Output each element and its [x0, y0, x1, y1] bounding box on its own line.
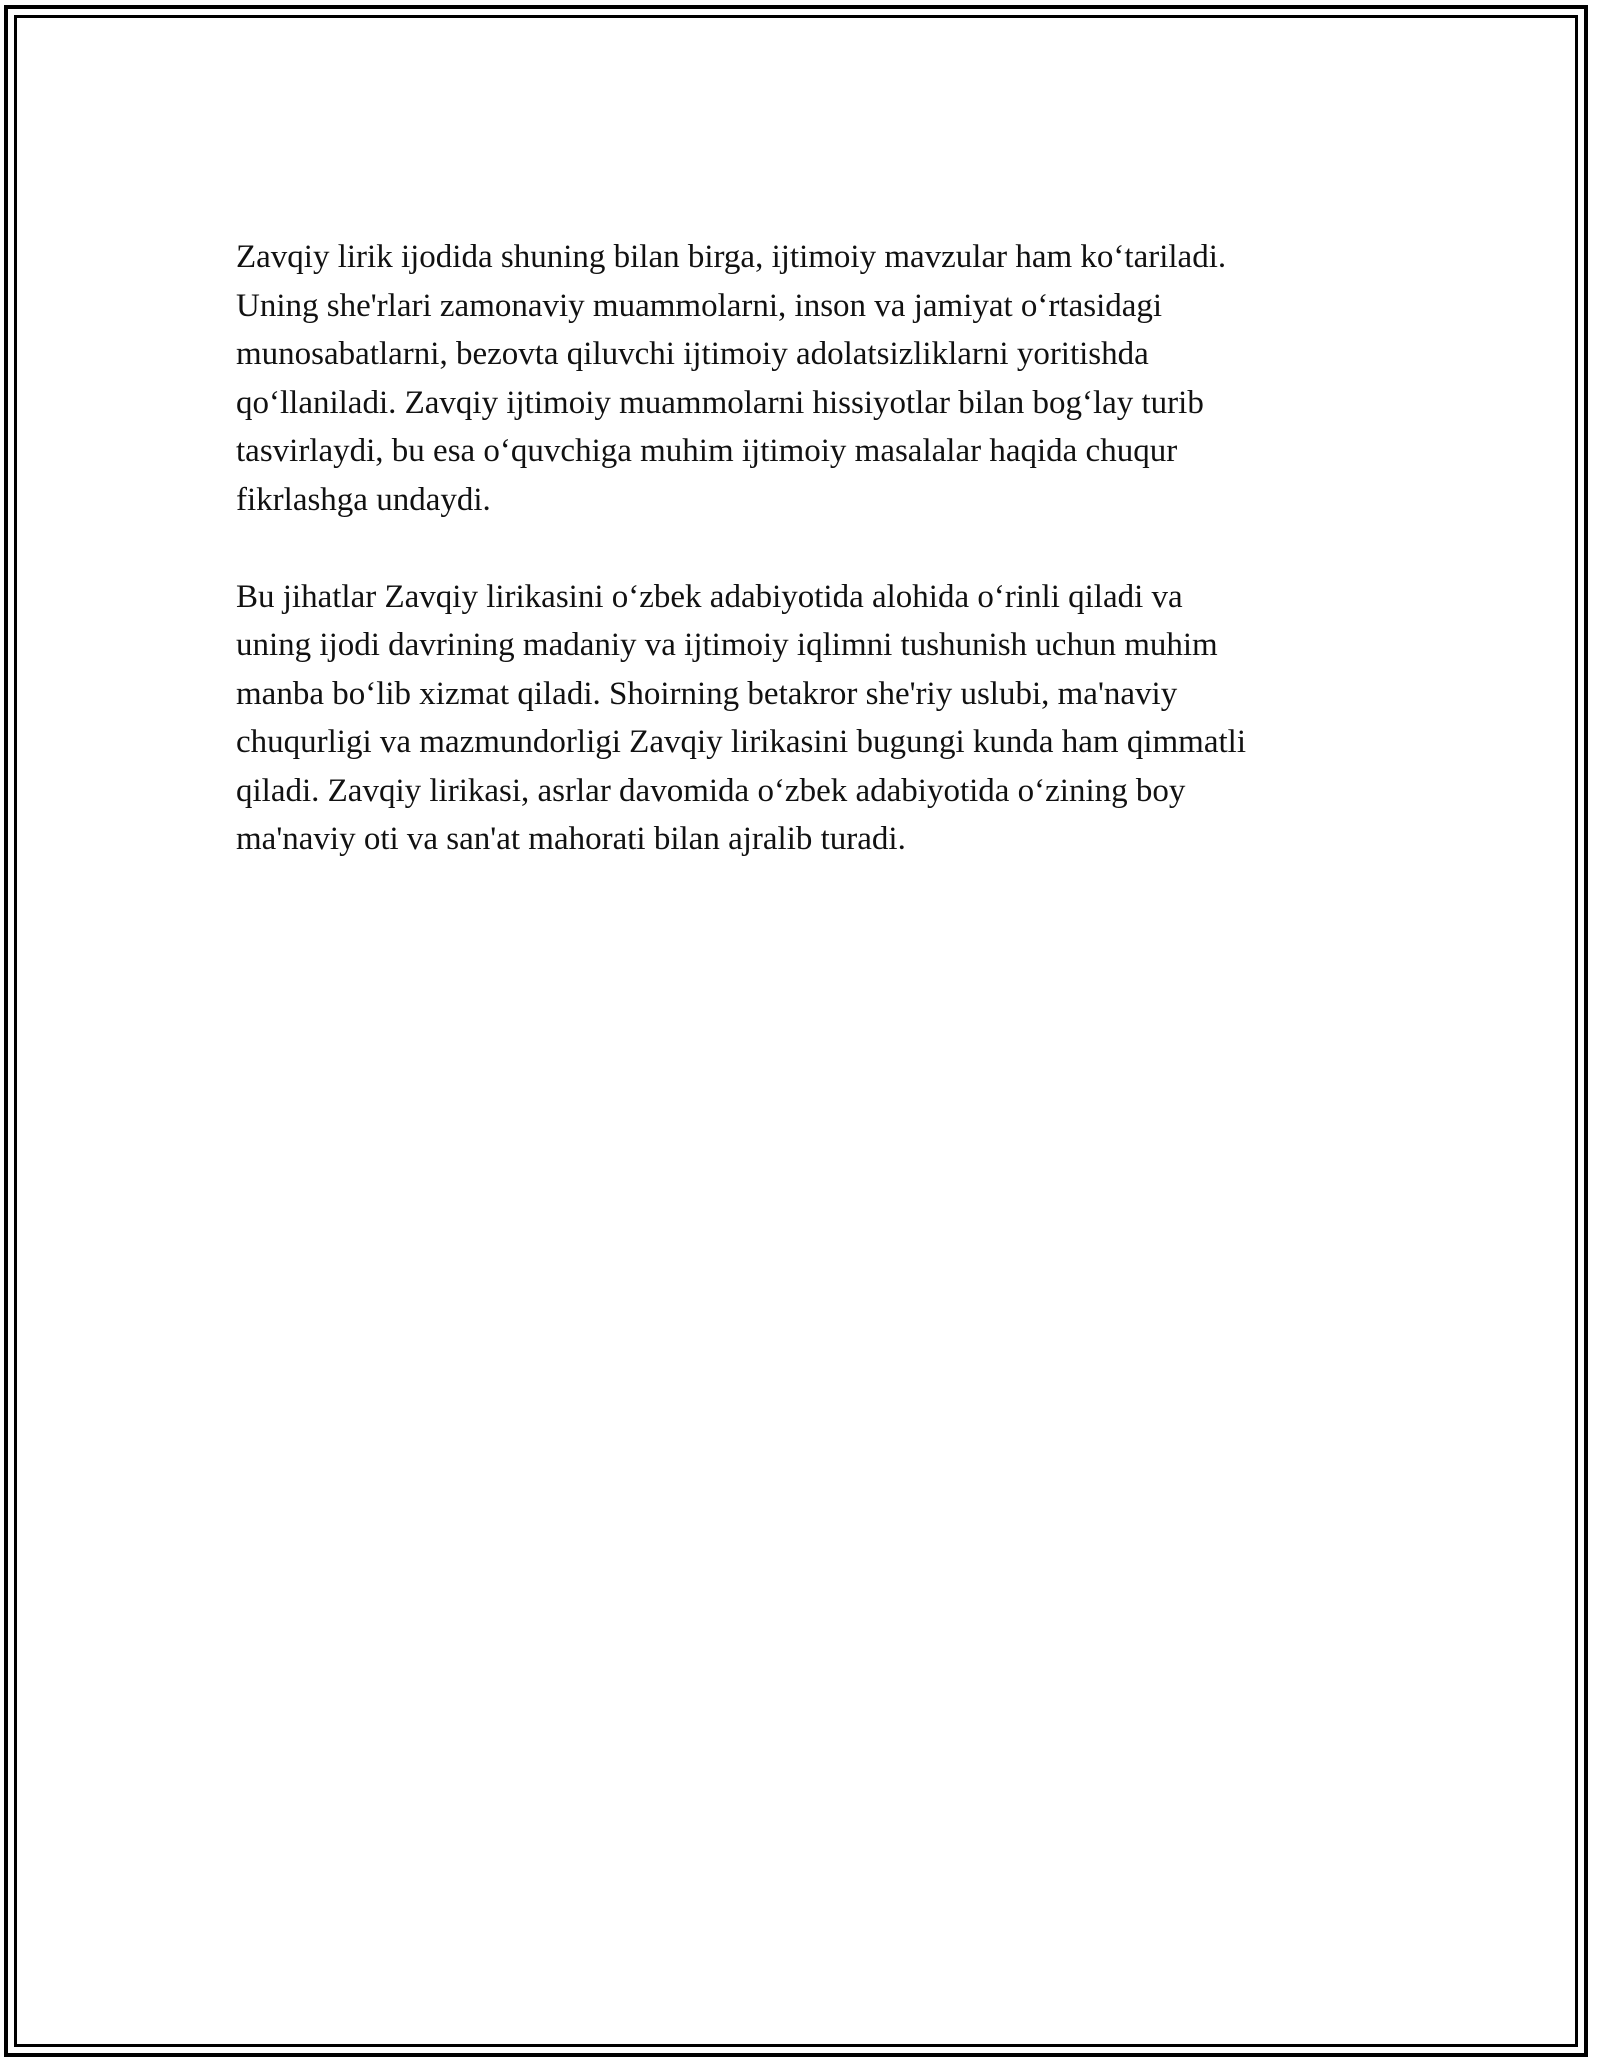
paragraph-1-line-3: munosabatlarni, bezovta qiluvchi ijtimoiy adolatsizliklarni yoritishda	[236, 336, 1149, 372]
paragraph-2-line-6: ma'naviy oti va san'at mahorati bilan ajralib turadi.	[236, 821, 906, 857]
paragraph-2-line-1: Bu jihatlar Zavqiy lirikasini oʻzbek adabiyotida alohida oʻrinli qiladi va	[236, 578, 1183, 615]
paragraph-1-line-6: fikrlashga undaydi.	[236, 481, 491, 518]
paragraph-2-line-5: qiladi. Zavqiy lirikasi, asrlar davomida oʻzbek adabiyotida oʻzining boy	[236, 772, 1186, 809]
paragraph-2	[236, 573, 1376, 864]
paragraph-1-line-4: qoʻllaniladi. Zavqiy ijtimoiy muammolarni hissiyotlar bilan bogʻlay turib	[236, 384, 1204, 421]
paragraph-1-line-5: tasvirlaydi, bu esa oʻquvchiga muhim ijtimoiy masalalar haqida chuqur	[236, 433, 1178, 469]
document-body	[236, 233, 1376, 864]
paragraph-1	[236, 233, 1376, 524]
paragraph-2-line-2: uning ijodi davrining madaniy va ijtimoiy iqlimni tushunish uchun muhim	[236, 627, 1218, 663]
paragraph-1-line-2: Uning she'rlari zamonaviy muammolarni, inson va jamiyat oʻrtasidagi	[236, 287, 1163, 324]
paragraph-1-line-1: Zavqiy lirik ijodida shuning bilan birga, ijtimoiy mavzular ham koʻtariladi.	[236, 239, 1227, 275]
paragraph-2-line-4: chuqurligi va mazmundorligi Zavqiy lirikasini bugungi kunda ham qimmatli	[236, 724, 1246, 760]
paragraph-2-line-3: manba boʻlib xizmat qiladi. Shoirning betakror she'riy uslubi, ma'naviy	[236, 675, 1178, 712]
